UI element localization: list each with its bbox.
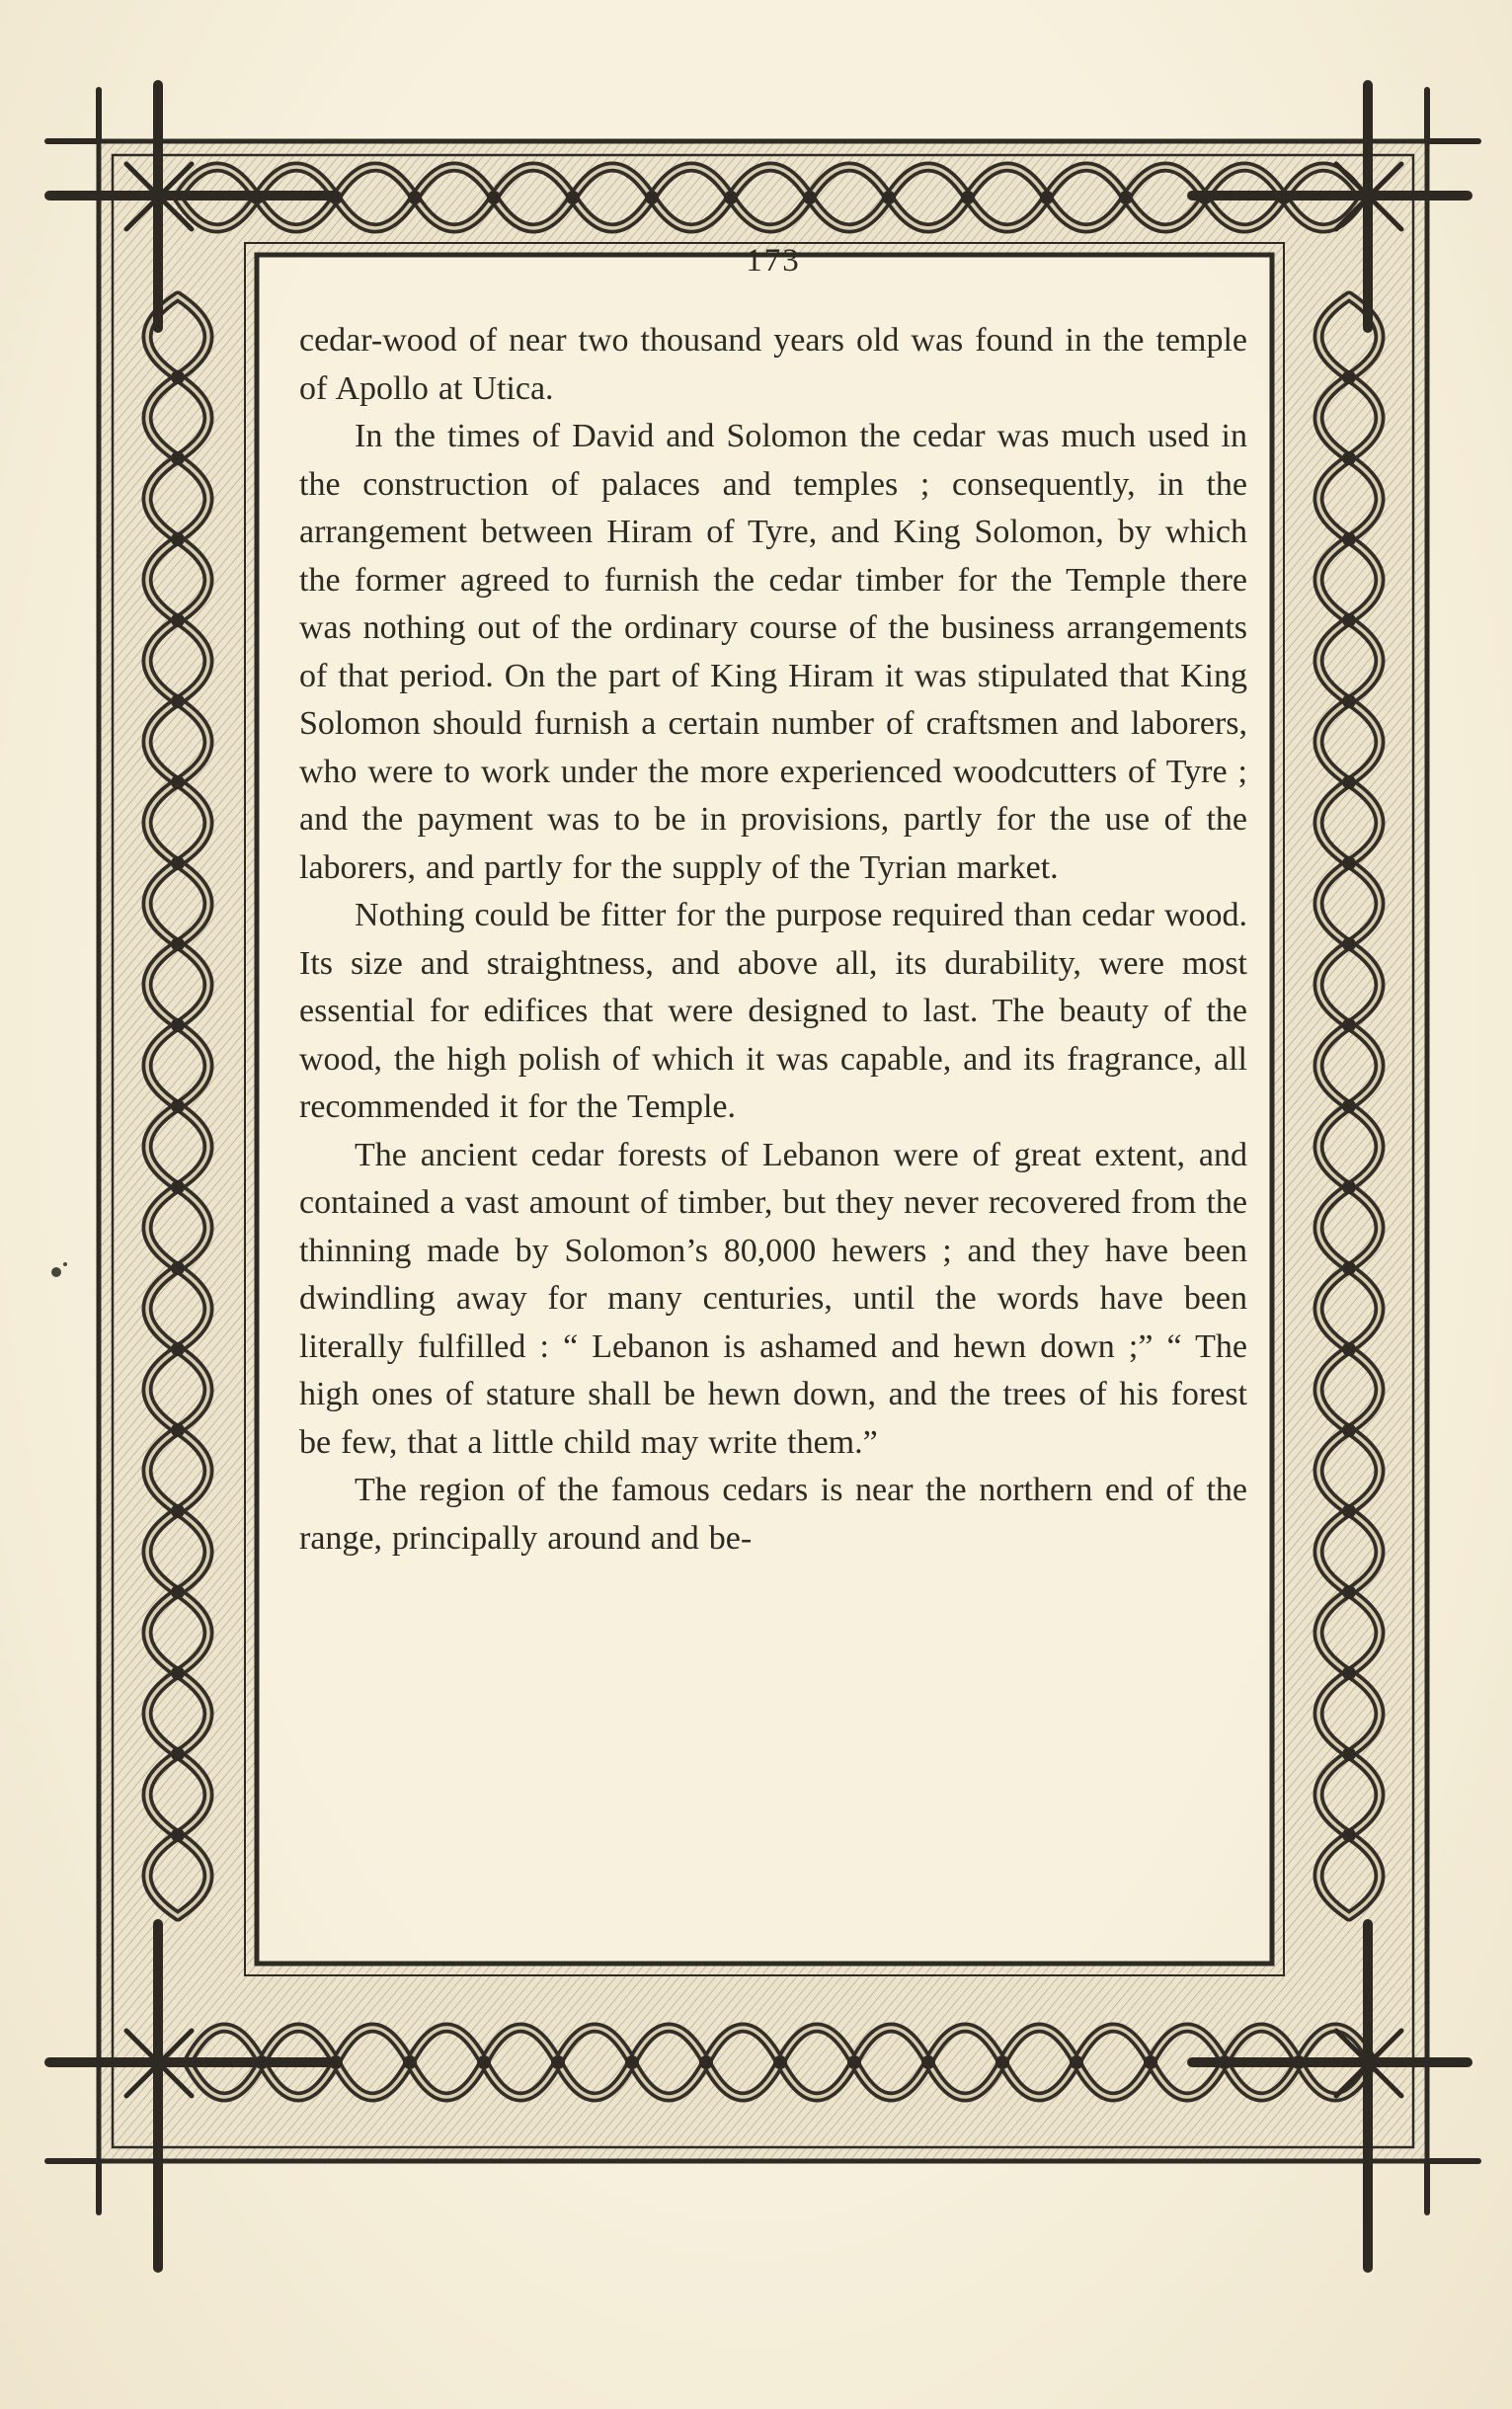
paragraph: Nothing could be fitter for the purpose required than cedar wood. Its size and straightness, and above all, its durability, were most essential for edifices that were designed to last. The beauty of the wood, the high polish of which it was capable, and its fragrance, all recommended it for the Temple. [299, 897, 1247, 1125]
paragraph: In the times of David and Solomon the cedar was much used in the construction of palaces and temples ; consequently, in the arrangement between Hiram of Tyre, and King Solomon, by which the former agreed to furnish the cedar timber for the Temple there was nothing out of the ordinary course of the business arrangements of that period. On the part of King Hiram it was stipulated that King Solomon should furnish a certain number of craftsmen and laborers, who were to work under the more experienced woodcutters of Tyre ; and the payment was to be in provisions, partly for the use of the laborers, and partly for the supply of the Tyrian market. [299, 418, 1247, 886]
page-content [299, 243, 1247, 1563]
paragraph: The ancient cedar forests of Lebanon were of great extent, and contained a vast amount of timber, but they never recovered from the thinning made by Solomon’s 80,000 hewers ; and they have been dwindling away for many centuries, until the words have been literally fulfilled : “ Lebanon is ashamed and hewn down ;” “ The high ones of stature shall be hewn down, and the trees of his forest be few, that a little child may write them.” [299, 1136, 1247, 1461]
page-number: 173 [746, 243, 801, 279]
paragraph: cedar-wood of near two thousand years old was found in the temple of Apollo at Utica. [299, 322, 1247, 407]
paragraph: The region of the famous cedars is near the northern end of the range, principally around and be- [299, 1472, 1247, 1557]
ink-speck [51, 1262, 67, 1277]
